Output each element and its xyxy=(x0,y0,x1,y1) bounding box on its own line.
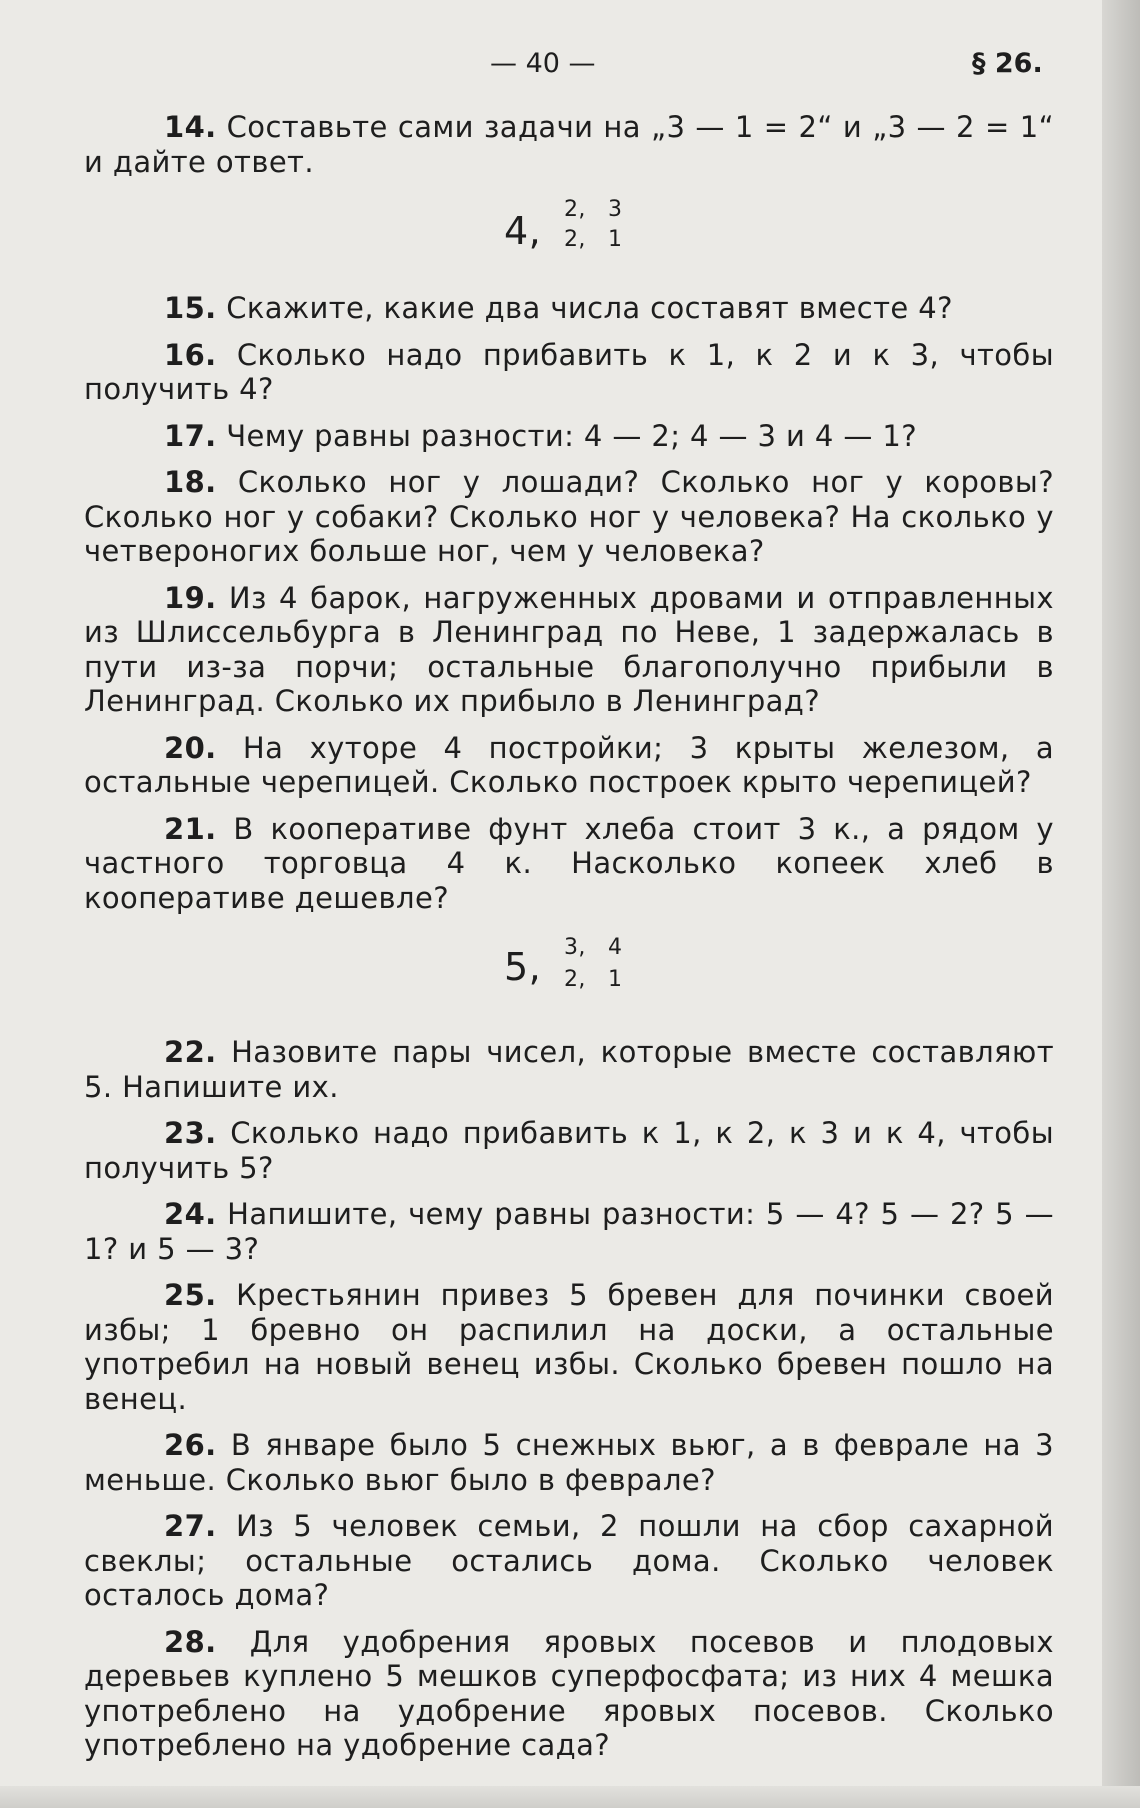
number-fact-4 xyxy=(84,191,1054,283)
problem-24 xyxy=(84,1197,1054,1266)
problem-number: 23. xyxy=(164,1116,217,1150)
problem-number: 15. xyxy=(164,291,217,325)
problem-number: 26. xyxy=(164,1428,217,1462)
fact-bottom-row: 2, 1 xyxy=(564,227,623,252)
problem-number: 18. xyxy=(164,465,217,499)
problem-text: Скажите, какие два числа составят вместе 4? xyxy=(226,291,953,325)
problem-text: Крестьянин привез 5 бревен для починки своей избы; 1 бревно он распилил на доски, а остальные употребил на новый венец избы. Сколько бревен пошло на венец. xyxy=(84,1278,1054,1416)
fact-number: 4, xyxy=(504,209,542,253)
problem-text: Назовите пары чисел, которые вместе составляют 5. Напишите их. xyxy=(84,1035,1055,1104)
problem-14 xyxy=(84,110,1054,179)
problem-text: Чему равны разности: 4 — 2; 4 — 3 и 4 — 1? xyxy=(226,418,917,453)
fact-bottom-row: 2, 1 xyxy=(564,967,623,992)
problem-number: 22. xyxy=(164,1035,217,1069)
page-header xyxy=(0,48,1140,88)
problem-17 xyxy=(84,419,1054,454)
problem-text: Для удобрения яровых посевов и плодовых деревьев куплено 5 мешков суперфосфата; из них 4 мешка употреблено на удобрение яровых посевов. Сколько употреблено на удобрение сада? xyxy=(84,1624,1054,1762)
problem-text: Напишите, чему равны разности: 5 — 4? 5 — 2? 5 — 1? и 5 — 3? xyxy=(84,1197,1055,1266)
problem-number: 27. xyxy=(164,1509,217,1543)
problem-text: Из 4 барок, нагруженных дровами и отправленных из Шлиссельбурга в Ленинград по Неве, 1 задержалась в пути из-за порчи; остальные благополучно прибыли в Ленинград. Сколько их прибыло в Ленинград? xyxy=(84,580,1054,718)
problem-text: В январе было 5 снежных вьюг, а в феврале на 3 меньше. Сколько вьюг было в феврале? xyxy=(84,1428,1054,1497)
problem-15 xyxy=(84,291,1054,326)
problem-28 xyxy=(84,1625,1054,1763)
section-mark: § 26. xyxy=(972,48,1043,79)
fact-number: 5, xyxy=(504,945,542,989)
problem-text: Сколько надо прибавить к 1, к 2 и к 3, чтобы получить 4? xyxy=(84,337,1054,406)
problem-number: 20. xyxy=(164,730,217,765)
page-edge-shadow xyxy=(1102,0,1140,1808)
problem-27 xyxy=(84,1509,1054,1613)
page-bottom-edge xyxy=(0,1786,1140,1808)
page-content xyxy=(84,110,1054,1775)
problem-19 xyxy=(84,581,1054,719)
problem-text: Составьте сами задачи на „3 — 1 = 2“ и „3 — 2 = 1“ и дайте ответ. xyxy=(84,110,1054,179)
problem-number: 19. xyxy=(164,580,217,615)
problem-text: В кооперативе фунт хлеба стоит 3 к., а рядом у частного торговца 4 к. Насколько копеек хлеб в кооперативе дешевле? xyxy=(84,811,1054,915)
fact-top-row: 3, 4 xyxy=(564,935,623,960)
problem-number: 25. xyxy=(164,1278,217,1312)
problem-22 xyxy=(84,1035,1054,1104)
problem-number: 17. xyxy=(164,418,217,453)
problem-text: Сколько ног у лошади? Сколько ног у коровы? Сколько ног у собаки? Сколько ног у человека? На сколько у четвероногих больше ног, чем у человека? xyxy=(84,465,1054,568)
problem-18 xyxy=(84,465,1054,569)
problem-16 xyxy=(84,338,1054,407)
page-number: — 40 — xyxy=(490,48,596,79)
problem-number: 28. xyxy=(164,1624,217,1659)
problem-21 xyxy=(84,812,1054,916)
problem-23 xyxy=(84,1116,1054,1185)
problem-number: 24. xyxy=(164,1197,217,1231)
problem-number: 21. xyxy=(164,811,217,846)
problem-number: 16. xyxy=(164,337,217,372)
problem-26 xyxy=(84,1428,1054,1497)
problem-20 xyxy=(84,731,1054,800)
problem-text: Сколько надо прибавить к 1, к 2, к 3 и к 4, чтобы получить 5? xyxy=(84,1116,1054,1185)
problem-25 xyxy=(84,1278,1054,1416)
number-fact-5 xyxy=(84,927,1054,1027)
fact-top-row: 2, 3 xyxy=(564,197,623,222)
problem-text: На хуторе 4 постройки; 3 крыты железом, а остальные черепицей. Сколько построек крыто черепицей? xyxy=(84,730,1054,799)
problem-text: Из 5 человек семьи, 2 пошли на сбор сахарной свеклы; остальные остались дома. Сколько человек осталось дома? xyxy=(84,1509,1055,1612)
problem-number: 14. xyxy=(164,110,217,144)
